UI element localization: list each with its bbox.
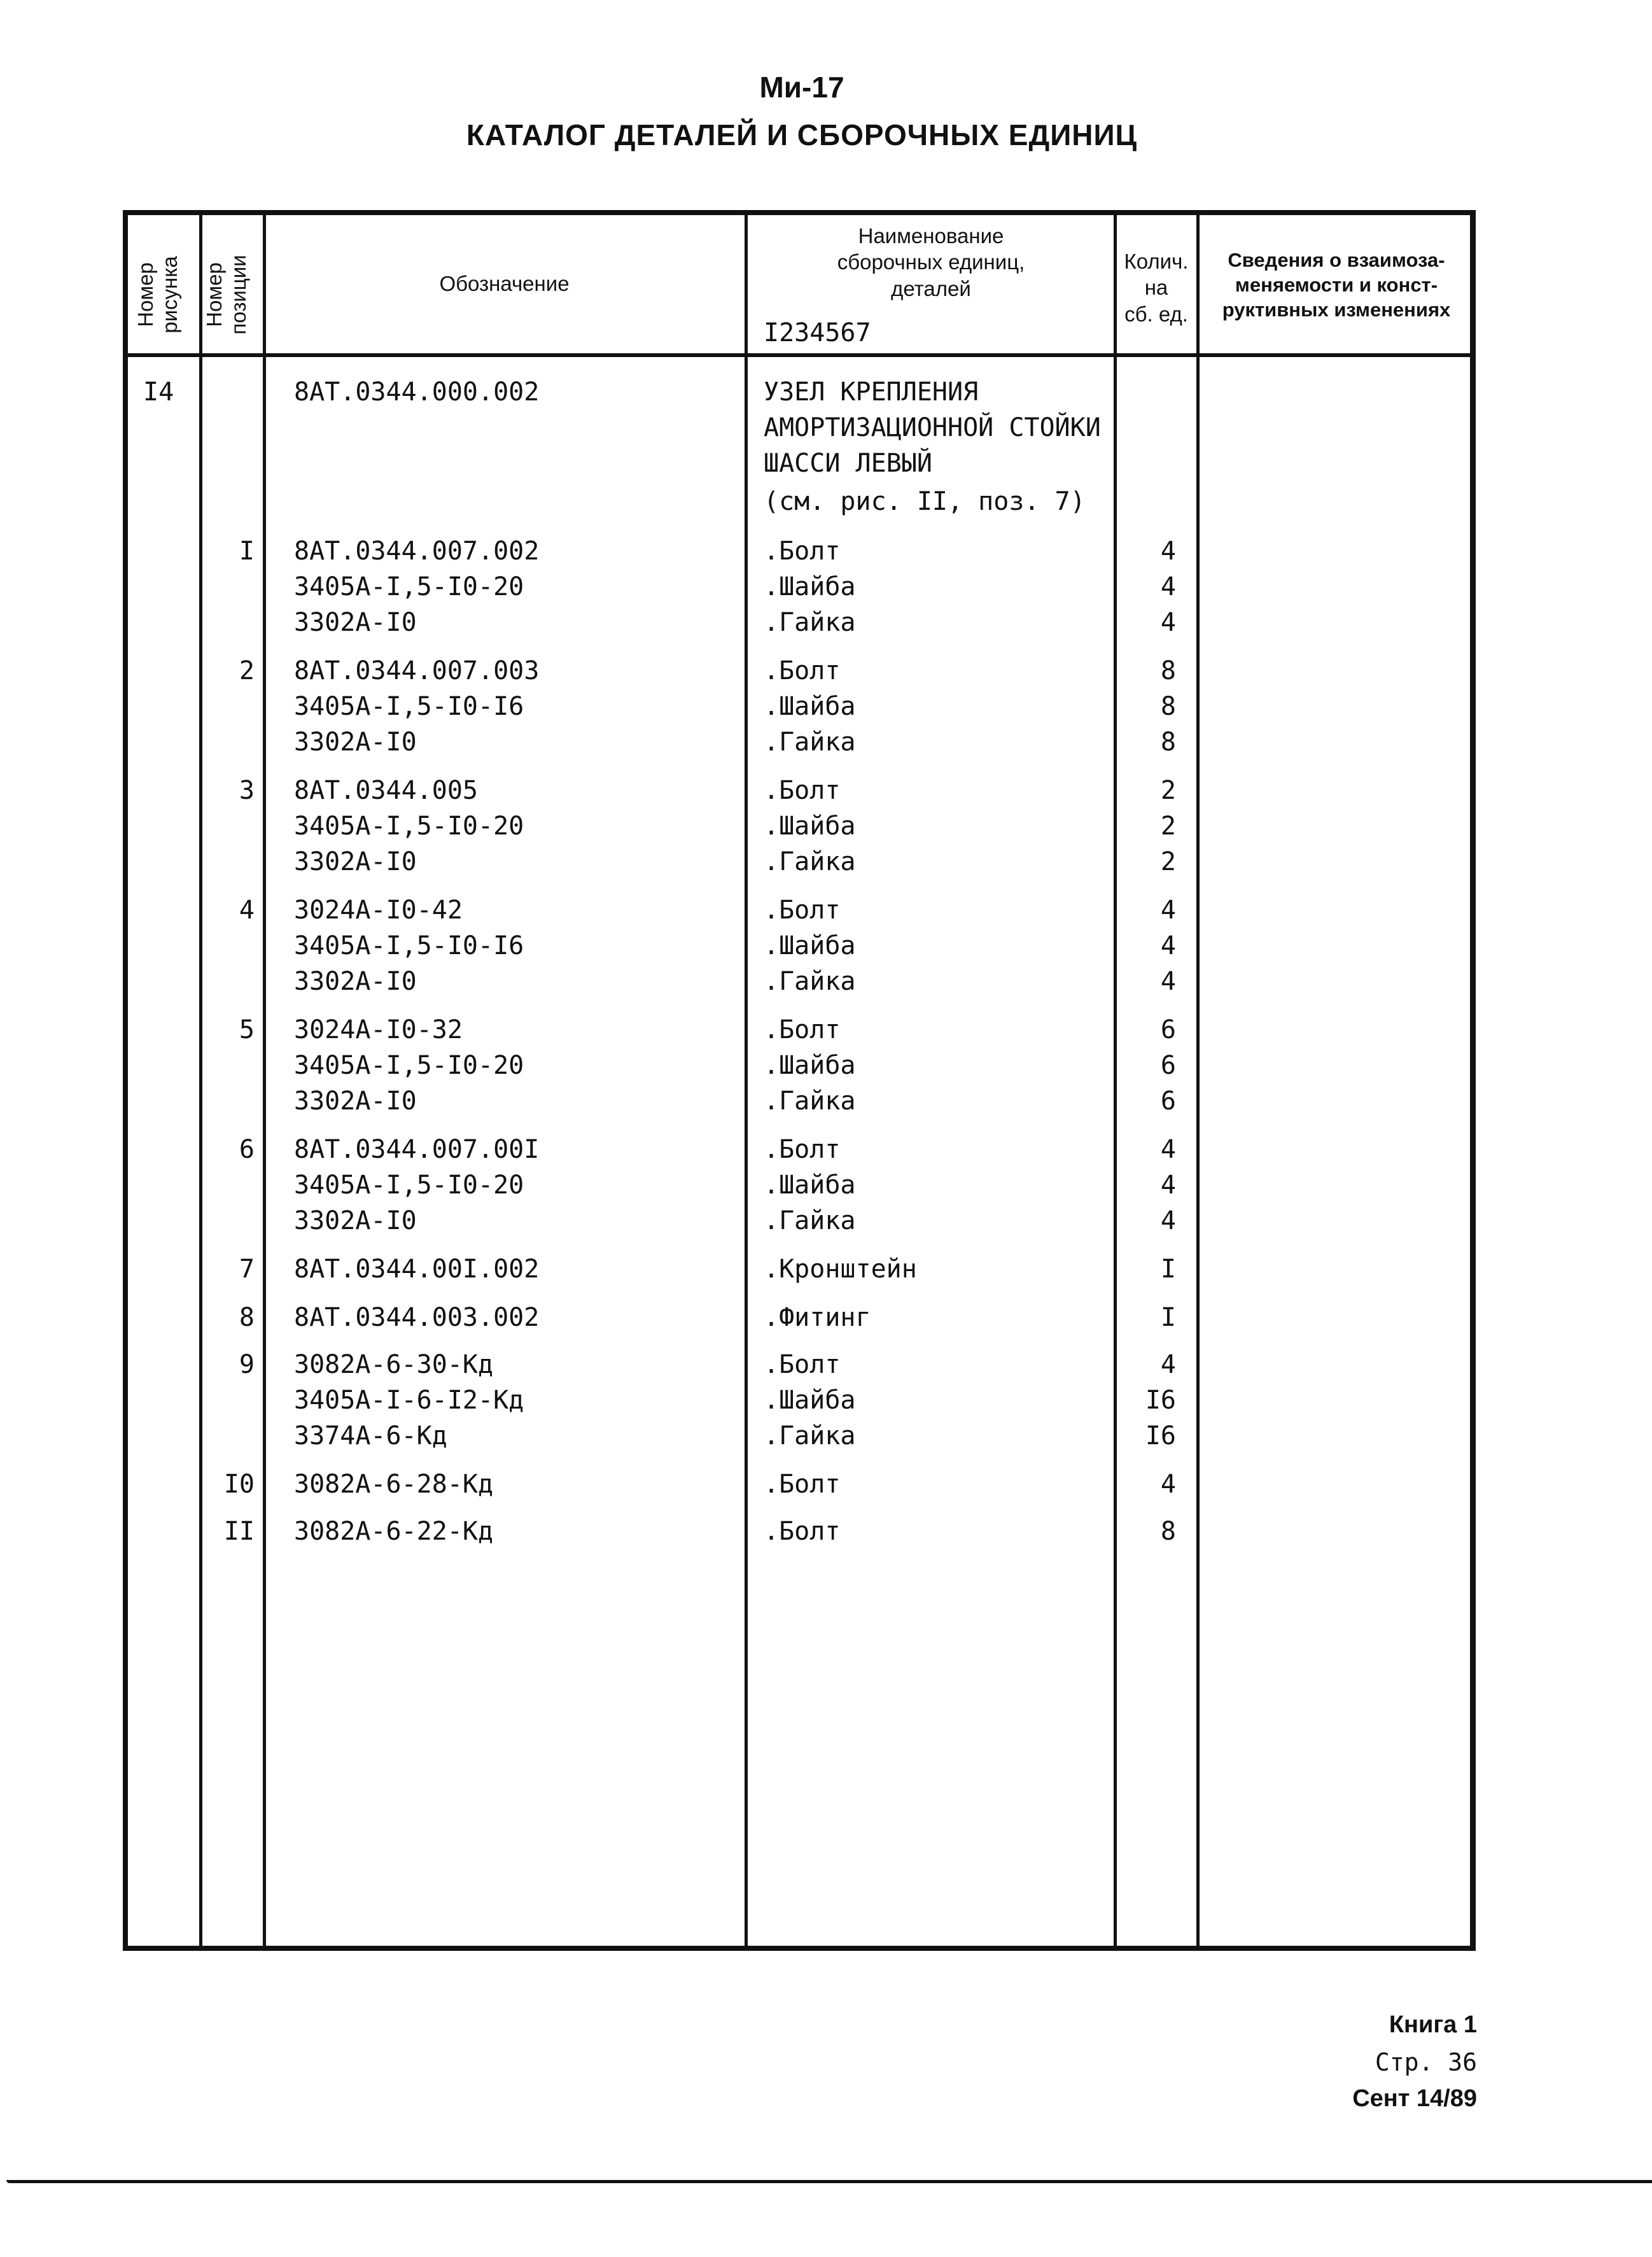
table-row: [0, 689, 1652, 724]
cell-qty: 4: [1160, 1350, 1176, 1379]
header-notes: Сведения о взаимоза- меняемости и конст- руктивных изменениях: [1222, 249, 1451, 321]
cell-qty: 4: [1160, 967, 1176, 996]
cell-pos: 2: [239, 656, 255, 686]
table-row: [0, 446, 1652, 481]
catalog-title: КАТАЛОГ ДЕТАЛЕЙ И СБОРОЧНЫХ ЕДИНИЦ: [466, 118, 1138, 151]
cell-name: .Кронштейн: [764, 1255, 917, 1284]
cell-code: 3302А-I0: [294, 608, 417, 637]
cell-pos: 7: [239, 1255, 255, 1284]
header-name: Наименование сборочных единиц, деталей: [837, 224, 1025, 300]
cell-name: .Шайба: [764, 1051, 856, 1080]
cell-code: 8АТ.0344.000.002: [294, 377, 540, 407]
header-fig-no: Номер рисунка: [134, 256, 181, 334]
cell-name: .Шайба: [764, 1386, 856, 1415]
cell-name: ШАССИ ЛЕВЫЙ: [764, 449, 932, 478]
cell-qty: 4: [1160, 896, 1176, 925]
cell-qty: 6: [1160, 1086, 1176, 1116]
cell-name: .Шайба: [764, 692, 856, 721]
cell-name: .Гайка: [764, 1206, 856, 1235]
table-row: [0, 533, 1652, 569]
cell-name: .Болт: [764, 1135, 841, 1164]
table-row: [0, 1466, 1652, 1502]
cell-code: 3374А-6-Кд: [294, 1421, 447, 1451]
cell-qty: I6: [1145, 1421, 1176, 1451]
table-row: [0, 1083, 1652, 1119]
cell-name: .Болт: [764, 537, 841, 566]
cell-code: 3024А-I0-42: [294, 896, 463, 925]
cell-qty: 8: [1160, 728, 1176, 757]
table-row: [0, 1012, 1652, 1048]
cell-name: .Болт: [764, 1517, 841, 1546]
cell-code: 8АТ.0344.003.002: [294, 1303, 540, 1332]
cell-pos: 8: [239, 1303, 255, 1332]
cell-qty: 6: [1160, 1051, 1176, 1080]
table-row: [0, 1203, 1652, 1239]
table-row: [0, 484, 1652, 519]
cell-name: .Фитинг: [764, 1303, 871, 1332]
cell-pos: 3: [239, 776, 255, 805]
table-row: [0, 1048, 1652, 1083]
cell-name: .Шайба: [764, 1171, 856, 1200]
table-row: [0, 569, 1652, 605]
cell-qty: 4: [1160, 1135, 1176, 1164]
cell-qty: 4: [1160, 1171, 1176, 1200]
cell-name: УЗЕЛ КРЕПЛЕНИЯ: [764, 377, 979, 407]
cell-code: 3082А-6-28-Кд: [294, 1470, 494, 1499]
cell-code: 3302А-I0: [294, 1086, 417, 1116]
cell-pos: 6: [239, 1135, 255, 1164]
table-row: [0, 1382, 1652, 1418]
table-row: [0, 928, 1652, 964]
table-row: [0, 1132, 1652, 1167]
cell-qty: 4: [1160, 1470, 1176, 1499]
header-qty: Колич. на сб. ед.: [1124, 250, 1189, 326]
table-row: [0, 1514, 1652, 1549]
cell-pos: I0: [223, 1470, 255, 1499]
cell-name: .Гайка: [764, 1421, 856, 1451]
table-row: [0, 410, 1652, 446]
cell-qty: 8: [1160, 692, 1176, 721]
cell-qty: 6: [1160, 1015, 1176, 1044]
cell-qty: I6: [1145, 1386, 1176, 1415]
cell-name: .Болт: [764, 1470, 841, 1499]
table-row: [0, 605, 1652, 640]
table-row: [0, 773, 1652, 808]
header-name-code: I234567: [764, 318, 871, 348]
table-row: [0, 653, 1652, 689]
cell-code: 3302А-I0: [294, 967, 417, 996]
table-row: [0, 1347, 1652, 1382]
footer-book: Книга 1: [1389, 2011, 1477, 2038]
cell-qty: 4: [1160, 572, 1176, 601]
cell-name: .Гайка: [764, 847, 856, 876]
cell-code: 8АТ.0344.00I.002: [294, 1255, 540, 1284]
cell-name: (см. рис. II, поз. 7): [764, 487, 1086, 516]
cell-pos: II: [223, 1517, 255, 1546]
footer-date: Сент 14/89: [1352, 2085, 1477, 2112]
cell-name: .Болт: [764, 656, 841, 686]
cell-name: .Шайба: [764, 931, 856, 960]
cell-qty: 8: [1160, 656, 1176, 686]
cell-pos: 9: [239, 1350, 255, 1379]
cell-name: .Шайба: [764, 812, 856, 841]
cell-code: 3024А-I0-32: [294, 1015, 463, 1044]
cell-code: 8АТ.0344.007.003: [294, 656, 540, 686]
table-row: [0, 724, 1652, 760]
cell-code: 3405А-I,5-I0-I6: [294, 692, 524, 721]
table-row: [0, 1167, 1652, 1203]
cell-name: .Болт: [764, 896, 841, 925]
cell-qty: 4: [1160, 537, 1176, 566]
header-divider: [123, 353, 1476, 357]
cell-code: 3405А-I,5-I0-20: [294, 1051, 524, 1080]
cell-name: .Гайка: [764, 728, 856, 757]
cell-code: 3405А-I,5-I0-20: [294, 572, 524, 601]
table-row: [0, 892, 1652, 928]
cell-pos: 5: [239, 1015, 255, 1044]
table-row: [0, 374, 1652, 410]
cell-fig: I4: [143, 377, 174, 407]
cell-qty: 4: [1160, 931, 1176, 960]
table-row: [0, 844, 1652, 880]
table-row: [0, 964, 1652, 999]
cell-code: 8АТ.0344.007.002: [294, 537, 540, 566]
cell-pos: I: [239, 537, 255, 566]
table-row: [0, 1418, 1652, 1454]
cell-code: 3405А-I,5-I0-I6: [294, 931, 524, 960]
cell-name: .Гайка: [764, 1086, 856, 1116]
header-pos-no: Номер позиции: [202, 255, 250, 335]
cell-name: АМОРТИЗАЦИОННОЙ СТОЙКИ: [764, 413, 1101, 442]
cell-code: 3302А-I0: [294, 1206, 417, 1235]
aircraft-title: Ми-17: [759, 71, 844, 104]
table-row: [0, 1300, 1652, 1335]
cell-code: 8АТ.0344.007.00I: [294, 1135, 540, 1164]
cell-name: .Гайка: [764, 967, 856, 996]
cell-qty: 2: [1160, 776, 1176, 805]
footer-page: Стр. 36: [1375, 2048, 1477, 2076]
cell-qty: 2: [1160, 847, 1176, 876]
cell-qty: I: [1160, 1303, 1176, 1332]
cell-qty: 8: [1160, 1517, 1176, 1546]
cell-code: 3082А-6-30-Кд: [294, 1350, 494, 1379]
cell-pos: 4: [239, 896, 255, 925]
cell-code: 3082А-6-22-Кд: [294, 1517, 494, 1546]
table-row: [0, 1251, 1652, 1287]
header-designation: Обозначение: [439, 272, 570, 295]
cell-code: 8АТ.0344.005: [294, 776, 478, 805]
page-bottom-rule: [6, 2180, 1652, 2183]
cell-qty: 4: [1160, 608, 1176, 637]
cell-code: 3405А-I-6-I2-Кд: [294, 1386, 524, 1415]
cell-code: 3302А-I0: [294, 847, 417, 876]
cell-qty: 2: [1160, 812, 1176, 841]
cell-name: .Болт: [764, 1350, 841, 1379]
cell-name: .Шайба: [764, 572, 856, 601]
cell-code: 3302А-I0: [294, 728, 417, 757]
cell-name: .Болт: [764, 1015, 841, 1044]
cell-qty: I: [1160, 1255, 1176, 1284]
cell-name: .Гайка: [764, 608, 856, 637]
table-row: [0, 808, 1652, 844]
cell-qty: 4: [1160, 1206, 1176, 1235]
cell-code: 3405А-I,5-I0-20: [294, 812, 524, 841]
cell-name: .Болт: [764, 776, 841, 805]
cell-code: 3405А-I,5-I0-20: [294, 1171, 524, 1200]
